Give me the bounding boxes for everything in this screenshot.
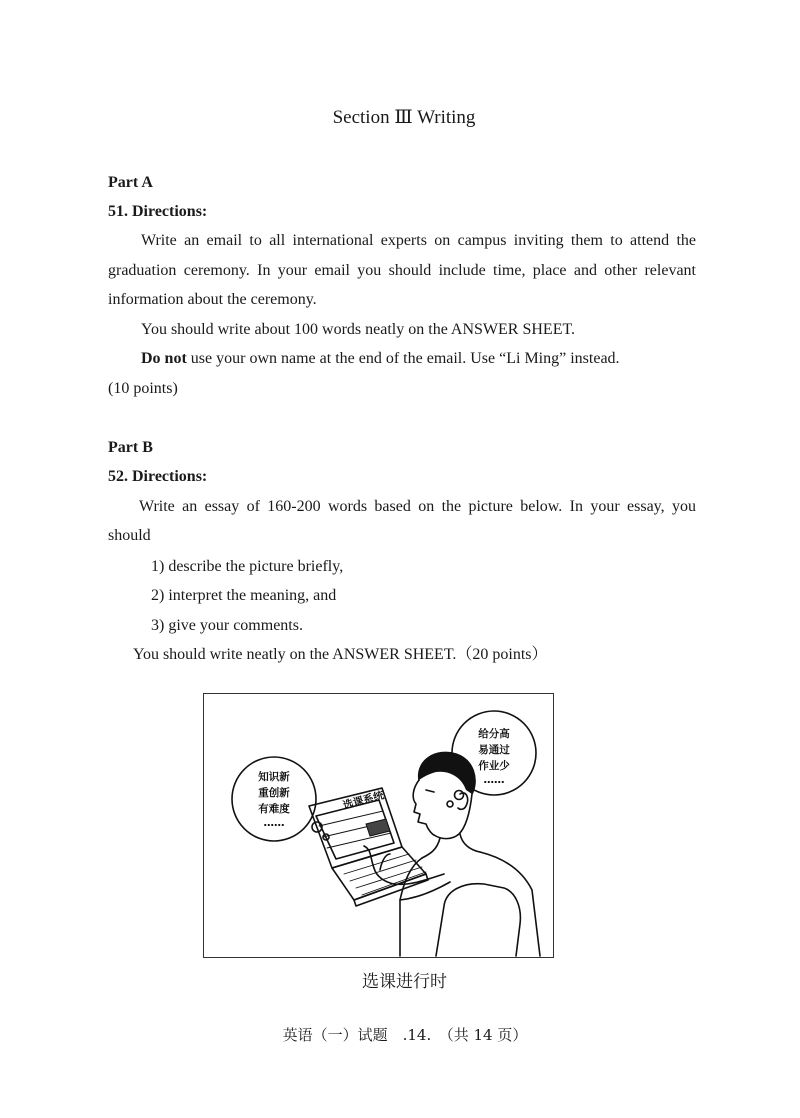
right-bubble-line: 易通过 bbox=[478, 744, 510, 756]
part-a-paragraph-line: Write an email to all international experts on campus inviting them to attend the bbox=[141, 232, 696, 249]
cartoon-figure bbox=[203, 693, 554, 958]
left-bubble-line: 有难度 bbox=[258, 803, 290, 815]
figure-caption: 选课进行时 bbox=[362, 972, 447, 992]
part-a-points: (10 points) bbox=[108, 380, 178, 397]
part-a-paragraph-line: information about the ceremony. bbox=[108, 291, 317, 308]
name-instruction-text: use your own name at the end of the email. Use “Li Ming” instead. bbox=[186, 350, 620, 367]
part-b-closing: You should write neatly on the ANSWER SHEET.（20 points） bbox=[133, 646, 548, 663]
part-b-list-item: 1) describe the picture briefly, bbox=[151, 558, 344, 575]
right-bubble-line: …… bbox=[483, 774, 505, 786]
page-footer: 英语（一）试题 .14. （共 14 页） bbox=[282, 1026, 528, 1044]
part-a-word-count-instruction: You should write about 100 words neatly on the ANSWER SHEET. bbox=[141, 321, 576, 338]
part-a-heading: Part A bbox=[108, 174, 153, 191]
section-title: Section Ⅲ Writing bbox=[332, 107, 476, 128]
left-bubble-line: …… bbox=[263, 817, 285, 829]
chair bbox=[436, 884, 520, 956]
part-b-intro-line: should bbox=[108, 527, 151, 544]
left-bubble-line: 知识新 bbox=[258, 771, 290, 783]
right-bubble-line: 给分高 bbox=[478, 728, 510, 740]
left-bubble-line: 重创新 bbox=[258, 787, 290, 799]
right-bubble-line: 作业少 bbox=[478, 760, 510, 772]
part-a-name-instruction bbox=[141, 349, 620, 369]
part-a-paragraph-line: graduation ceremony. In your email you should include time, place and other relevant bbox=[108, 262, 696, 279]
screen-label: 选课系统 bbox=[341, 789, 386, 812]
part-b-heading: Part B bbox=[108, 439, 153, 456]
part-b-intro-line: Write an essay of 160-200 words based on the picture below. In your essay, you bbox=[139, 498, 696, 515]
part-b-list-item: 2) interpret the meaning, and bbox=[151, 587, 337, 604]
question-51-label: 51. Directions: bbox=[108, 203, 208, 220]
do-not-emphasis: Do not bbox=[141, 350, 187, 367]
part-b-list-item: 3) give your comments. bbox=[151, 617, 303, 634]
question-52-label: 52. Directions: bbox=[108, 468, 208, 485]
cartoon-illustration bbox=[204, 694, 553, 957]
